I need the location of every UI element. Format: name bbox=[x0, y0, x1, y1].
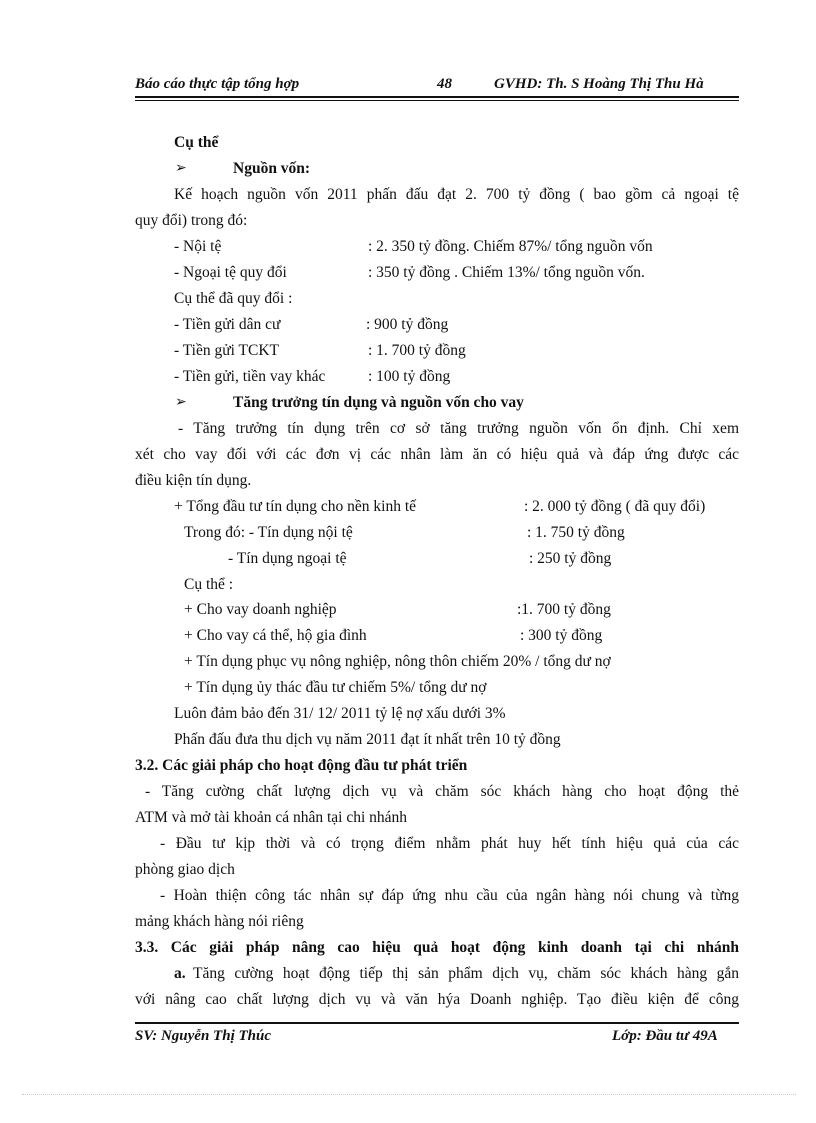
list-label: + Tổng đầu tư tín dụng cho nền kinh tế bbox=[174, 498, 417, 515]
list-label: - Ngoại tệ quy đổi bbox=[174, 264, 287, 281]
item-marker-a: a. bbox=[174, 965, 186, 982]
paragraph-line: - Đầu tư kịp thời và có trọng điểm nhằm phát huy hết tính hiệu quả của các bbox=[160, 835, 739, 852]
paragraph-line: Tăng cường hoạt động tiếp thị sản phẩm dịch vụ, chăm sóc khách hàng gắn bbox=[193, 965, 739, 982]
header-right: GVHD: Th. S Hoàng Thị Thu Hà bbox=[494, 76, 704, 92]
list-label: - Tiền gửi, tiền vay khác bbox=[174, 368, 326, 385]
line-cu-the: Cụ thể bbox=[174, 134, 219, 151]
page-number: 48 bbox=[437, 76, 452, 92]
list-value: : 900 tỷ đồng bbox=[366, 316, 449, 333]
arrow-bullet-icon: ➢ bbox=[175, 161, 187, 176]
paragraph-line: Luôn đảm bảo đến 31/ 12/ 2011 tỷ lệ nợ xấu dưới 3% bbox=[174, 705, 506, 722]
paragraph-line: Kế hoạch nguồn vốn 2011 phấn đấu đạt 2. 700 tỷ đồng ( bao gồm cả ngoại tệ bbox=[174, 186, 739, 203]
paragraph-line: + Tín dụng ủy thác đầu tư chiếm 5%/ tổng dư nợ bbox=[184, 679, 487, 696]
paragraph-line: xét cho vay đối với các đơn vị các nhân làm ăn có hiệu quả và đáp ứng được các bbox=[135, 446, 739, 463]
heading-tang-truong-tin-dung: Tăng trưởng tín dụng và nguồn vốn cho vay bbox=[233, 394, 524, 411]
page-edge-dotted-line bbox=[22, 1094, 796, 1095]
section-heading-3-2: 3.2. Các giải pháp cho hoạt động đầu tư phát triển bbox=[135, 757, 468, 774]
paragraph-line: Cụ thể : bbox=[184, 576, 234, 593]
list-label: - Tiền gửi dân cư bbox=[174, 316, 281, 333]
paragraph-line: phòng giao dịch bbox=[135, 861, 235, 878]
paragraph-line: quy đổi) trong đó: bbox=[135, 212, 248, 229]
list-value: : 1. 700 tỷ đồng bbox=[368, 342, 466, 359]
paragraph-line: mảng khách hàng nói riêng bbox=[135, 913, 304, 930]
paragraph-line: ATM và mở tài khoản cá nhân tại chi nhánh bbox=[135, 809, 408, 826]
paragraph-line: Cụ thể đã quy đổi : bbox=[174, 290, 293, 307]
list-value: : 350 tỷ đồng . Chiếm 13%/ tổng nguồn vốn. bbox=[368, 264, 645, 281]
header-rule-thin bbox=[135, 100, 739, 101]
list-label: - Tín dụng ngoại tệ bbox=[228, 550, 347, 567]
paragraph-line: - Tăng cường chất lượng dịch vụ và chăm sóc khách hàng cho hoạt động thẻ bbox=[145, 783, 739, 800]
list-value: :1. 700 tỷ đồng bbox=[517, 601, 611, 618]
header-left: Báo cáo thực tập tổng hợp bbox=[135, 76, 300, 92]
list-label: - Nội tệ bbox=[174, 238, 222, 255]
list-label: Trong đó: - Tín dụng nội tệ bbox=[184, 524, 353, 541]
paragraph-line: - Hoàn thiện công tác nhân sự đáp ứng nhu cầu của ngân hàng nói chung và từng bbox=[160, 887, 739, 904]
header-rule-thick bbox=[135, 96, 739, 98]
footer-left: SV: Nguyễn Thị Thúc bbox=[135, 1028, 271, 1044]
list-value: : 2. 350 tỷ đồng. Chiếm 87%/ tổng nguồn vốn bbox=[368, 238, 653, 255]
paragraph-line: - Tăng trưởng tín dụng trên cơ sở tăng trưởng nguồn vốn ổn định. Chỉ xem bbox=[178, 420, 739, 437]
list-label: + Cho vay cá thể, hộ gia đình bbox=[184, 627, 367, 644]
list-value: : 250 tỷ đồng bbox=[529, 550, 612, 567]
footer-rule bbox=[135, 1022, 739, 1024]
paragraph-line: với nâng cao chất lượng dịch vụ và văn hýa Doanh nghiệp. Tạo điều kiện để công bbox=[135, 991, 739, 1008]
list-value: : 300 tỷ đồng bbox=[520, 627, 603, 644]
paragraph-line: Phấn đấu đưa thu dịch vụ năm 2011 đạt ít nhất trên 10 tỷ đồng bbox=[174, 731, 561, 748]
list-value: : 100 tỷ đồng bbox=[368, 368, 451, 385]
footer-right: Lớp: Đầu tư 49A bbox=[612, 1028, 718, 1044]
list-label: + Cho vay doanh nghiệp bbox=[184, 601, 337, 618]
paragraph-line: + Tín dụng phục vụ nông nghiệp, nông thôn chiếm 20% / tổng dư nợ bbox=[184, 653, 611, 670]
paragraph-line: điều kiện tín dụng. bbox=[135, 472, 252, 489]
arrow-bullet-icon: ➢ bbox=[175, 395, 187, 410]
list-value: : 1. 750 tỷ đồng bbox=[527, 524, 625, 541]
heading-nguon-von: Nguồn vốn: bbox=[233, 160, 311, 177]
list-value: : 2. 000 tỷ đồng ( đã quy đổi) bbox=[524, 498, 706, 515]
section-heading-3-3: 3.3. Các giải pháp nâng cao hiệu quả hoạt động kinh doanh tại chi nhánh bbox=[135, 939, 739, 956]
list-label: - Tiền gửi TCKT bbox=[174, 342, 280, 359]
